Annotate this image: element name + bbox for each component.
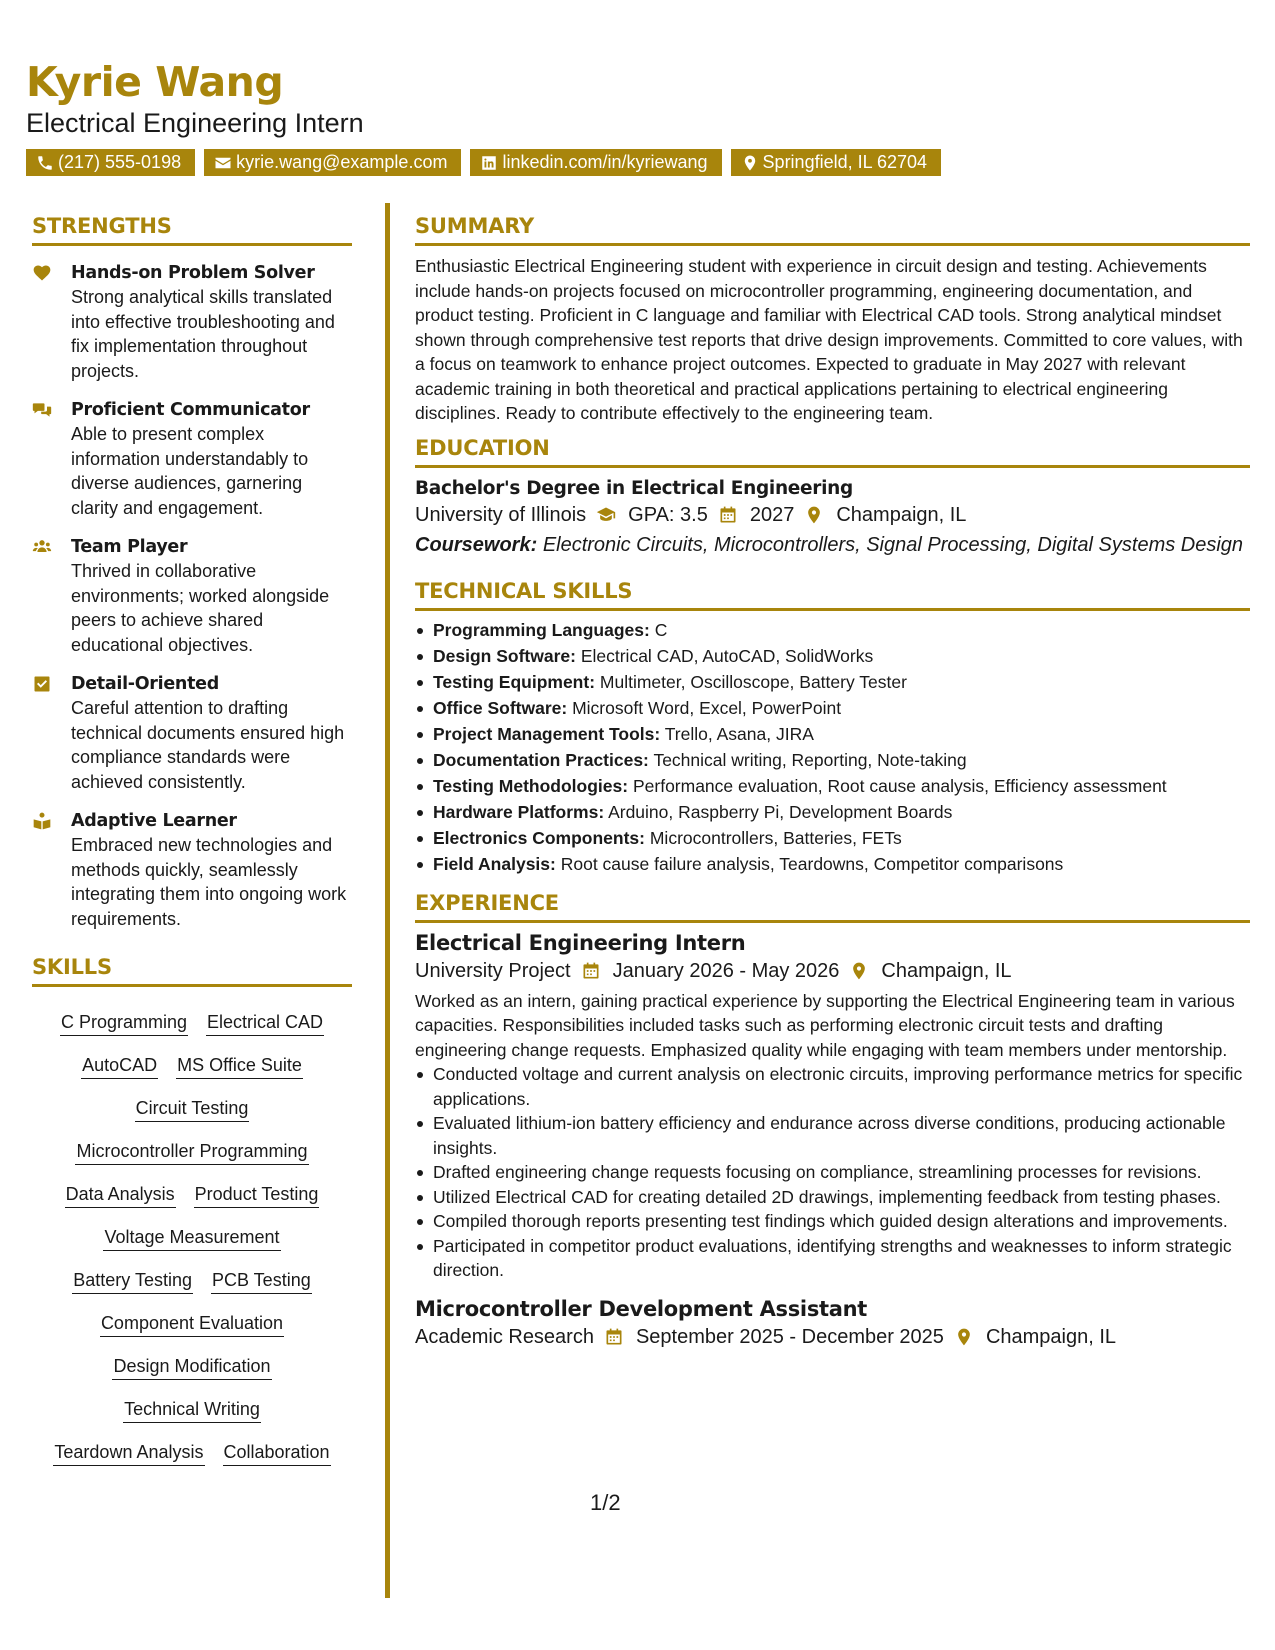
list-item: [415, 747, 1250, 773]
tech-value: Technical writing, Reporting, Note-taking: [653, 749, 967, 770]
tech-label: Testing Methodologies:: [433, 775, 629, 796]
page-number: 1/2: [590, 1490, 621, 1515]
strength-title: Proficient Communicator: [71, 400, 310, 420]
graduation-year: 2027: [749, 503, 795, 526]
list-item: [415, 695, 1250, 721]
strength-title: Adaptive Learner: [71, 811, 237, 831]
strength-desc: Embraced new technologies and methods quickly, seamlessly integrating them into ongoing work requirements.: [71, 835, 347, 929]
skill-tag: Design Modification: [112, 1354, 271, 1380]
strength-desc: Thrived in collaborative environments; worked alongside peers to achieve shared educational objectives.: [71, 561, 330, 655]
tech-value: Microcontrollers, Batteries, FETs: [649, 827, 902, 848]
tech-label: Design Software:: [433, 645, 576, 666]
skill-tag: C Programming: [60, 1010, 188, 1036]
contact-bar: [26, 149, 1256, 176]
strength-item: [32, 535, 352, 657]
job-meta: [415, 960, 1250, 983]
list-item: [415, 851, 1250, 877]
skill-tag: AutoCAD: [81, 1053, 158, 1079]
tech-label: Electronics Components:: [433, 827, 645, 848]
tech-value: Microsoft Word, Excel, PowerPoint: [572, 697, 842, 718]
education-heading: EDUCATION: [415, 436, 1250, 468]
list-item: [415, 799, 1250, 825]
list-item: Evaluated lithium-ion battery efficiency and endurance across diverse conditions, producing actionable insights.: [415, 1111, 1250, 1160]
list-item: Compiled thorough reports presenting test findings which guided design alterations and improvements.: [415, 1209, 1250, 1234]
strength-item: [32, 809, 352, 931]
calendar-icon: [718, 505, 738, 525]
skill-tag: PCB Testing: [211, 1268, 312, 1294]
strengths-heading: STRENGTHS: [32, 214, 352, 246]
phone-icon: [36, 154, 54, 172]
candidate-name: Kyrie Wang: [26, 58, 284, 106]
list-item: [415, 669, 1250, 695]
strength-item: [32, 672, 352, 794]
school-name: University of Illinois: [415, 503, 587, 526]
skill-tag: Circuit Testing: [135, 1096, 250, 1122]
calendar-icon: [581, 961, 601, 981]
location-text: Springfield, IL 62704: [762, 152, 927, 173]
tech-value: Electrical CAD, AutoCAD, SolidWorks: [580, 645, 874, 666]
skill-tag: Voltage Measurement: [103, 1225, 280, 1251]
job-dates: January 2026 - May 2026: [612, 959, 840, 982]
degree-title: Bachelor's Degree in Electrical Engineering: [415, 477, 853, 499]
skill-tag: Electrical CAD: [206, 1010, 324, 1036]
list-item: Participated in competitor product evaluations, identifying strengths and weaknesses to inform strategic direction.: [415, 1234, 1250, 1283]
job-dates: September 2025 - December 2025: [635, 1325, 944, 1348]
checkbox-icon: [32, 674, 52, 694]
job-description: Worked as an intern, gaining practical experience by supporting the Electrical Engineering team in various capacities. Responsibilities included tasks such as performing electronic circuit tests and drafting engineering change requests. Emphasized quality while engaging with team members under mentorship.: [415, 990, 1235, 1060]
list-item: Drafted engineering change requests focusing on compliance, streamlining processes for revisions.: [415, 1160, 1250, 1185]
education-meta: [415, 504, 1250, 527]
list-item: [415, 617, 1250, 643]
job-org: University Project: [415, 959, 571, 982]
job-org: Academic Research: [415, 1325, 594, 1348]
job-title: Electrical Engineering Intern: [415, 930, 746, 955]
contact-phone[interactable]: [26, 149, 195, 176]
skills-list: [32, 987, 352, 1466]
phone-text: (217) 555-0198: [58, 152, 182, 173]
tech-label: Field Analysis:: [433, 853, 556, 874]
contact-email[interactable]: [204, 149, 461, 176]
skill-tag: Component Evaluation: [100, 1311, 284, 1337]
skill-tag: Battery Testing: [72, 1268, 193, 1294]
strength-desc: Careful attention to drafting technical documents ensured high compliance standards were achieved consistently.: [71, 698, 345, 792]
linkedin-icon: [480, 154, 498, 172]
summary-text: Enthusiastic Electrical Engineering student with experience in circuit design and testing. Achievements include hands-on projects focused on microcontroller programming, engineering documentation, and product testing. Proficient in C language and familiar with Electrical CAD tools. Strong analytical mindset shown through comprehensive test reports that drive design improvements. Committed to core values, with a focus on teamwork to enhance project outcomes. Expected to graduate in May 2027 with relevant academic training in both theoretical and practical applications pertaining to electrical engineering disciplines. Ready to contribute effectively to the engineering team.: [415, 256, 1243, 423]
calendar-icon: [604, 1327, 624, 1347]
strength-desc: Able to present complex information understandably to diverse audiences, garnering clarity and engagement.: [71, 424, 309, 518]
skill-tag: MS Office Suite: [176, 1053, 303, 1079]
tech-value: Root cause failure analysis, Teardowns, Competitor comparisons: [560, 853, 1064, 874]
list-item: [415, 643, 1250, 669]
skills-heading: SKILLS: [32, 955, 352, 987]
coursework: [415, 534, 1250, 557]
list-item: [415, 773, 1250, 799]
location-icon: [804, 505, 824, 525]
graduation-cap-icon: [596, 505, 616, 525]
skill-tag: Teardown Analysis: [53, 1440, 204, 1466]
list-item: [415, 825, 1250, 851]
chat-bubbles-icon: [32, 400, 52, 420]
tech-label: Project Management Tools:: [433, 723, 661, 744]
job-location: Champaign, IL: [881, 959, 1012, 982]
location-icon: [849, 961, 869, 981]
right-column: [415, 214, 1250, 1349]
column-divider: [385, 203, 390, 1598]
email-text: kyrie.wang@example.com: [236, 152, 448, 173]
strength-title: Hands-on Problem Solver: [71, 263, 315, 283]
people-group-icon: [32, 537, 52, 557]
tech-value: Performance evaluation, Root cause analysis, Efficiency assessment: [632, 775, 1167, 796]
list-item: [415, 721, 1250, 747]
tech-value: Arduino, Raspberry Pi, Development Boards: [608, 801, 953, 822]
skill-tag: Technical Writing: [123, 1397, 261, 1423]
location-icon: [954, 1327, 974, 1347]
coursework-list: Electronic Circuits, Microcontrollers, Signal Processing, Digital Systems Design: [542, 533, 1244, 556]
left-column: [32, 214, 352, 1466]
gpa: GPA: 3.5: [628, 503, 708, 526]
strength-item: [32, 398, 352, 520]
reader-icon: [32, 811, 52, 831]
tech-label: Office Software:: [433, 697, 568, 718]
strength-title: Team Player: [71, 537, 188, 557]
tech-value: C: [654, 619, 668, 640]
contact-linkedin[interactable]: [470, 149, 721, 176]
list-item: Utilized Electrical CAD for creating detailed 2D drawings, implementing feedback from testing phases.: [415, 1185, 1250, 1210]
strength-desc: Strong analytical skills translated into effective troubleshooting and fix implementation throughout projects.: [71, 287, 335, 381]
experience-entry: [415, 931, 1250, 1283]
skill-tag: Microcontroller Programming: [75, 1139, 308, 1165]
experience-heading: EXPERIENCE: [415, 891, 1250, 923]
contact-location[interactable]: [731, 149, 941, 176]
tech-label: Testing Equipment:: [433, 671, 596, 692]
technical-skills-heading: TECHNICAL SKILLS: [415, 579, 1250, 611]
tech-label: Hardware Platforms:: [433, 801, 605, 822]
experience-entry: [415, 1297, 1250, 1349]
linkedin-text: linkedin.com/in/kyriewang: [502, 152, 708, 173]
location-icon: [741, 154, 759, 172]
resume-header: [26, 60, 1256, 176]
job-meta: [415, 1326, 1250, 1349]
skill-tag: Product Testing: [194, 1182, 320, 1208]
job-title: Microcontroller Development Assistant: [415, 1296, 868, 1321]
list-item: Conducted voltage and current analysis on electronic circuits, improving performance metrics for specific applications.: [415, 1062, 1250, 1111]
skill-tag: Data Analysis: [65, 1182, 176, 1208]
job-location: Champaign, IL: [985, 1325, 1117, 1348]
tech-value: Multimeter, Oscilloscope, Battery Tester: [599, 671, 907, 692]
education-location: Champaign, IL: [836, 503, 967, 526]
tech-value: Trello, Asana, JIRA: [664, 723, 814, 744]
candidate-title: Electrical Engineering Intern: [26, 108, 364, 139]
heart-icon: [32, 263, 52, 283]
strength-title: Detail-Oriented: [71, 674, 219, 694]
skill-tag: Collaboration: [223, 1440, 331, 1466]
tech-label: Documentation Practices:: [433, 749, 649, 770]
coursework-label: Coursework:: [415, 533, 538, 556]
job-bullets: [415, 1062, 1250, 1283]
technical-skills-list: [415, 617, 1250, 877]
tech-label: Programming Languages:: [433, 619, 650, 640]
strength-item: [32, 261, 352, 383]
email-icon: [214, 154, 232, 172]
summary-heading: SUMMARY: [415, 214, 1250, 246]
